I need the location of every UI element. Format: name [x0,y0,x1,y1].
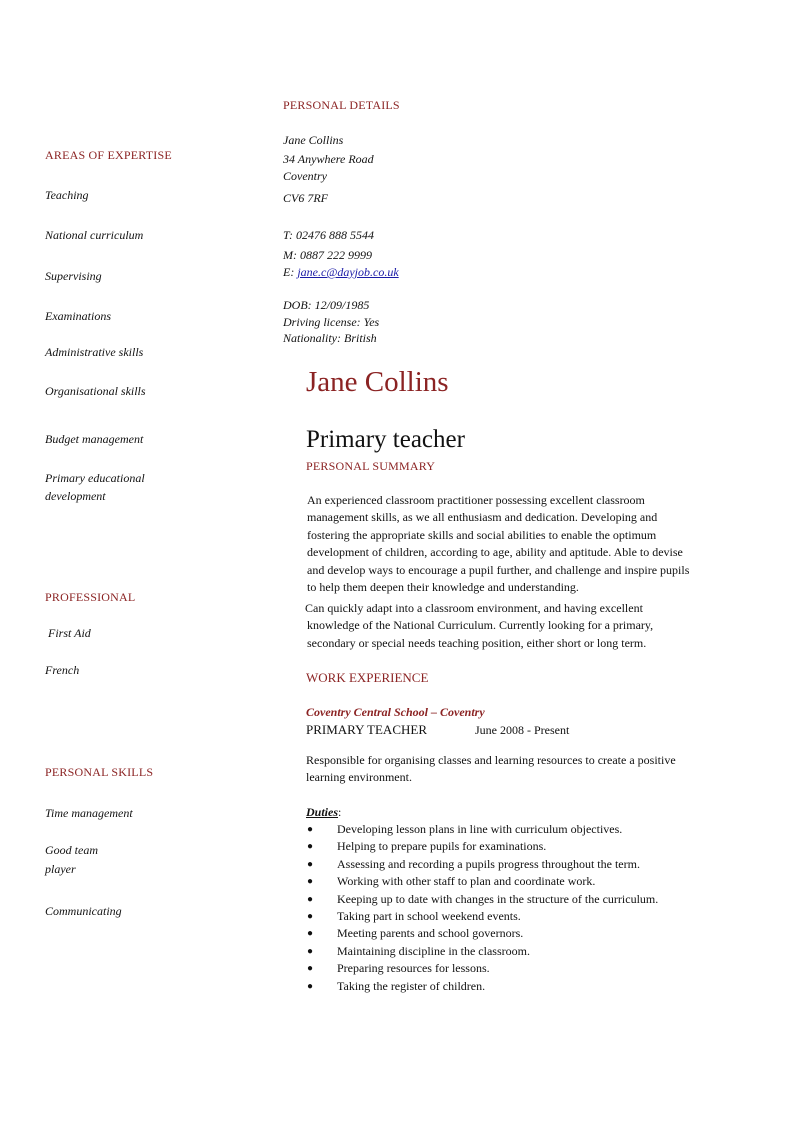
duties-list [307,821,658,995]
duties-heading-row [306,805,341,820]
summary-paragraph-1 [307,492,689,596]
summary-line: fostering the appropriate skills and social abilities to enable the optimum [307,527,657,542]
skill-item: Time management [45,806,133,820]
bullet-icon: ● [307,858,314,870]
expertise-item: development [45,489,106,503]
skill-item: player [45,862,76,876]
summary-line: management skills, as we all enthusiasm and dedication. Developing and [307,510,658,525]
duty-item: ● Taking the register of children. [307,978,658,995]
bullet-icon: ● [307,963,314,975]
expertise-item: Organisational skills [45,384,146,398]
duty-item: ● Taking part in school weekend events. [307,908,658,925]
bullet-icon: ● [307,893,314,905]
candidate-name: Jane Collins [306,366,449,398]
expertise-heading: AREAS OF EXPERTISE [45,148,172,162]
employment-dates: June 2008 - Present [475,723,570,737]
duty-item: ● Maintaining discipline in the classroom. [307,943,658,960]
bullet-icon: ● [307,876,314,888]
duty-item: ● Preparing resources for lessons. [307,960,658,977]
phone: T: 02476 888 5544 [283,228,375,242]
dob: DOB: 12/09/1985 [283,298,370,312]
email-link[interactable]: jane.c@dayjob.co.uk [297,265,399,279]
summary-line: to help them deepen their knowledge and understanding. [307,580,579,595]
email-row [283,265,399,280]
job-title: Primary teacher [306,426,465,453]
duties-colon: : [338,805,342,819]
bullet-icon: ● [307,945,314,957]
expertise-item: Teaching [45,188,89,202]
expertise-item: Budget management [45,432,144,446]
duty-item: ● Meeting parents and school governors. [307,925,658,942]
bullet-icon: ● [307,824,314,835]
expertise-item: Examinations [45,309,111,323]
summary-paragraph-2 [305,600,653,652]
summary-line: knowledge of the National Curriculum. Currently looking for a primary, [307,618,654,633]
duty-item: ● Assessing and recording a pupils progress throughout the term. [307,856,658,873]
nationality: Nationality: British [283,331,377,345]
employer: Coventry Central School – Coventry [306,705,485,719]
contact-name: Jane Collins [283,133,344,147]
driving-license: Driving license: Yes [283,315,380,329]
duty-item: ● Helping to prepare pupils for examinations. [307,838,658,855]
summary-line: development of children, according to age, ability and aptitude. Able to devise [307,545,683,560]
expertise-item: Supervising [45,269,102,283]
mobile: M: 0887 222 9999 [283,248,372,262]
summary-line: Can quickly adapt into a classroom environment, and having excellent [305,601,643,615]
expertise-item: Primary educational [45,471,145,485]
expertise-item: National curriculum [45,228,144,242]
professional-heading: PROFESSIONAL [45,590,136,604]
duty-item: ● Developing lesson plans in line with curriculum objectives. [307,821,658,838]
professional-item: First Aid [45,626,91,640]
email-prefix: E: [283,265,298,279]
postcode: CV6 7RF [283,191,328,205]
professional-item: French [45,663,80,677]
responsibility-text [306,752,676,787]
duties-heading: Duties [306,805,339,819]
skills-heading: PERSONAL SKILLS [45,765,154,779]
summary-line: An experienced classroom practitioner possessing excellent classroom [307,493,645,507]
skill-item: Communicating [45,904,122,918]
expertise-item: Administrative skills [45,345,144,359]
bullet-icon: ● [307,910,314,922]
summary-heading: PERSONAL SUMMARY [306,459,436,473]
responsibility-line: learning environment. [306,770,412,785]
skill-item: Good team [45,843,98,857]
address-line-2: Coventry [283,169,327,183]
address-line-1: 34 Anywhere Road [283,152,374,166]
position: PRIMARY TEACHER [306,722,427,737]
bullet-icon: ● [307,841,314,853]
duty-item: ● Keeping up to date with changes in the structure of the curriculum. [307,891,658,908]
responsibility-line: Responsible for organising classes and learning resources to create a positive [306,753,676,767]
personal-details-heading: PERSONAL DETAILS [283,98,400,112]
summary-line: and develop ways to encourage a pupil further, and challenge and inspire pupils [307,562,690,577]
bullet-icon: ● [307,928,314,940]
bullet-icon: ● [307,980,314,992]
summary-line: secondary or special needs teaching position, either short or long term. [307,635,647,650]
work-heading: WORK EXPERIENCE [306,670,429,685]
duty-item: ● Working with other staff to plan and coordinate work. [307,873,658,890]
